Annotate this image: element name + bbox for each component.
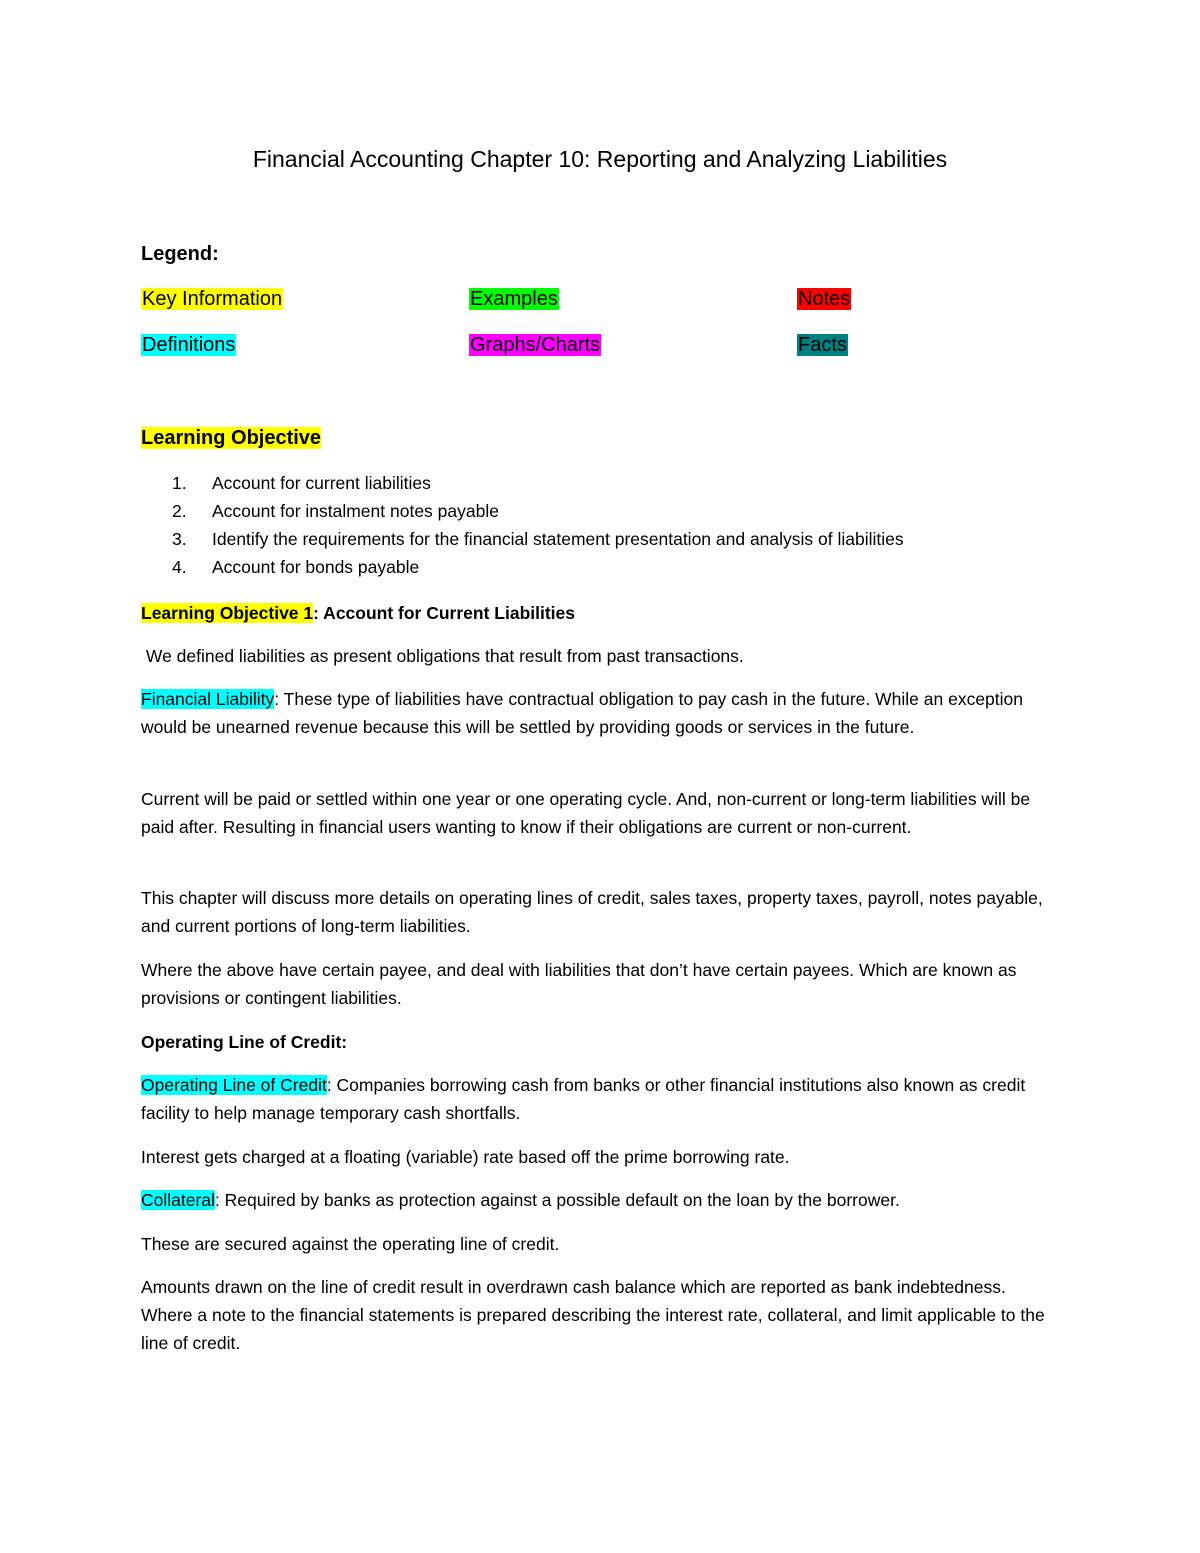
definition-term: Operating Line of Credit	[141, 1075, 327, 1095]
amounts-paragraph: Amounts drawn on the line of credit result in overdrawn cash balance which are reported as bank indebtedness. Where a note to the financial statements is prepared describing the interest rate, collateral, and limit applicable to the line of credit.	[141, 1277, 1045, 1353]
definition-term: Financial Liability	[141, 689, 275, 709]
legend-label: Graphs/Charts	[470, 334, 601, 356]
definition-term: Collateral	[141, 1190, 215, 1210]
legend-label: Definitions	[142, 334, 236, 356]
lo1-heading-highlight: Learning Objective 1	[141, 603, 314, 623]
legend-definitions	[141, 330, 236, 360]
financial-liability-paragraph	[141, 685, 1061, 741]
document-title: Financial Accounting Chapter 10: Reporting and Analyzing Liabilities	[252, 146, 948, 172]
list-item	[172, 469, 431, 497]
lo1-heading	[141, 599, 1061, 627]
legend-graphs-charts	[469, 330, 601, 360]
list-item-number: 3.	[172, 529, 187, 549]
legend-key-information	[141, 284, 283, 314]
interest-paragraph: Interest gets charged at a floating (variable) rate based off the prime borrowing rate.	[141, 1147, 790, 1167]
list-item-text: Account for bonds payable	[212, 557, 420, 577]
lo1-heading-rest: : Account for Current Liabilities	[313, 603, 576, 623]
definition-text: : These type of liabilities have contractual obligation to pay cash in the future. While an exception would be unearned revenue because this will be settled by providing goods or services in the future.	[141, 689, 1023, 737]
list-item	[172, 497, 499, 525]
olc-heading: Operating Line of Credit:	[141, 1032, 348, 1052]
list-item-number: 2.	[172, 501, 187, 521]
lo1-intro: We defined liabilities as present obligations that result from past transactions.	[141, 646, 744, 666]
secured-paragraph: These are secured against the operating line of credit.	[141, 1234, 560, 1254]
list-item-text: Account for current liabilities	[212, 473, 431, 493]
learning-objective-heading	[141, 423, 321, 453]
current-paragraph: Current will be paid or settled within one year or one operating cycle. And, non-current or long-term liabilities will be paid after. Resulting in financial users wanting to know if their obligations are current or non-current.	[141, 789, 1031, 837]
olc-definition-paragraph	[141, 1071, 1061, 1127]
list-item-text: Identify the requirements for the financial statement presentation and analysis of liabilities	[212, 529, 904, 549]
legend-facts	[797, 330, 848, 360]
legend-notes	[797, 284, 851, 314]
list-item-number: 1.	[172, 473, 187, 493]
definition-text: : Companies borrowing cash from banks or other financial institutions also known as credit facility to help manage temporary cash shortfalls.	[141, 1075, 1026, 1123]
legend-examples	[469, 284, 559, 314]
legend-label: Facts	[798, 334, 847, 356]
legend-heading: Legend:	[141, 243, 219, 265]
legend-label: Examples	[470, 288, 558, 310]
legend-label: Key Information	[142, 288, 283, 310]
legend-label: Notes	[798, 288, 851, 310]
list-item	[172, 525, 904, 553]
definition-text: : Required by banks as protection against a possible default on the loan by the borrower.	[214, 1190, 900, 1210]
list-item	[172, 553, 419, 581]
list-item-number: 4.	[172, 557, 187, 577]
collateral-paragraph	[141, 1186, 1061, 1214]
learning-objective-heading-text: Learning Objective	[141, 427, 322, 449]
chapter-paragraph: This chapter will discuss more details on operating lines of credit, sales taxes, property taxes, payroll, notes payable, and current portions of long-term liabilities.	[141, 888, 1043, 936]
list-item-text: Account for instalment notes payable	[212, 501, 499, 521]
payee-paragraph: Where the above have certain payee, and deal with liabilities that don’t have certain payees. Which are known as provisions or contingent liabilities.	[141, 960, 1017, 1008]
